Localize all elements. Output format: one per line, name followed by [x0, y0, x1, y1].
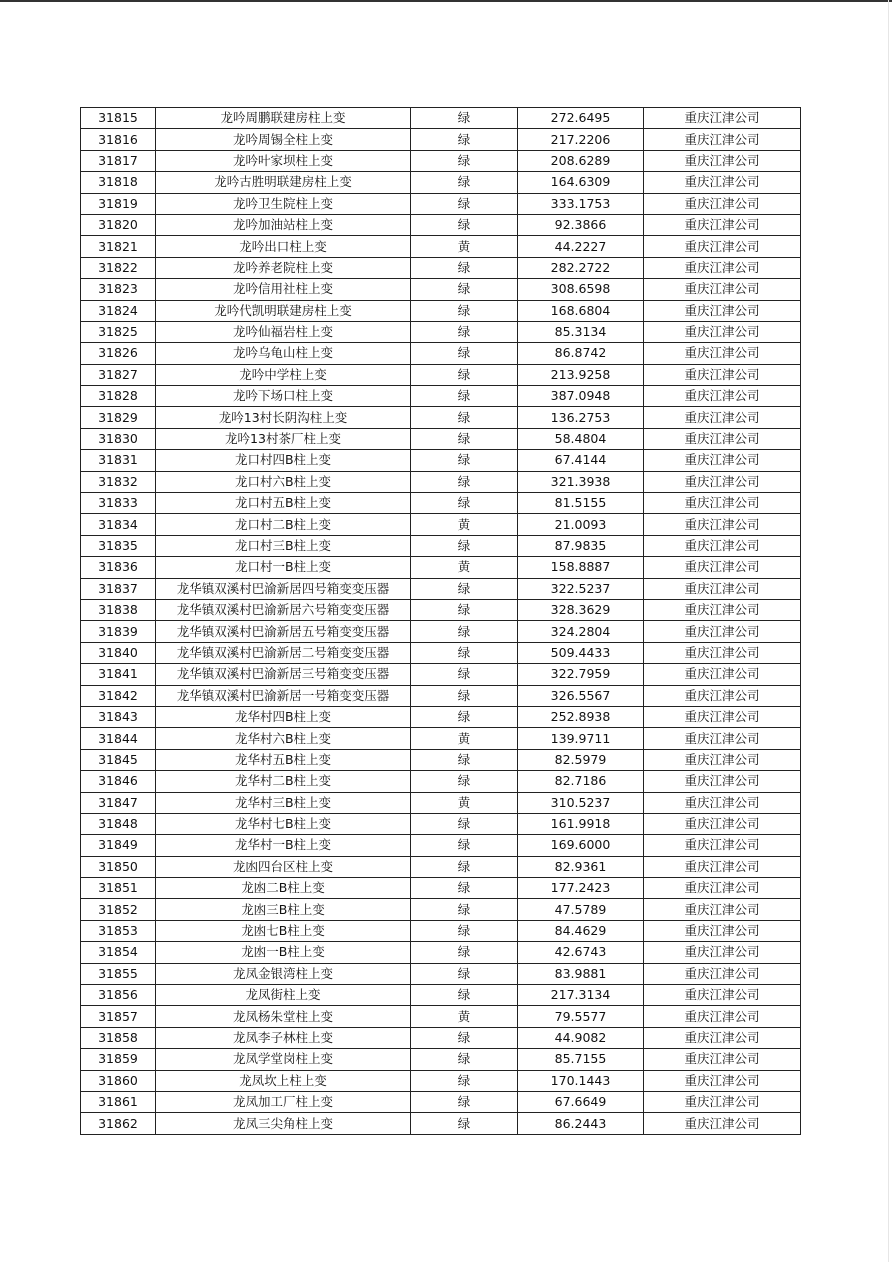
- row-id-cell: 31859: [81, 1049, 156, 1070]
- company-cell: 重庆江津公司: [644, 664, 801, 685]
- transformer-name-cell: 龙华村二B柱上变: [156, 771, 411, 792]
- company-cell: 重庆江津公司: [644, 193, 801, 214]
- status-cell: 绿: [411, 407, 518, 428]
- value-cell: 44.2227: [518, 236, 644, 257]
- row-id-cell: 31839: [81, 621, 156, 642]
- table-row: [81, 514, 801, 535]
- row-id-cell: 31861: [81, 1091, 156, 1112]
- transformer-name-cell: 龙吟周鹏联建房柱上变: [156, 108, 411, 129]
- row-id-cell: 31845: [81, 749, 156, 770]
- transformer-name-cell: 龙华镇双溪村巴渝新居四号箱变变压器: [156, 578, 411, 599]
- row-id-cell: 31849: [81, 835, 156, 856]
- row-id-cell: 31832: [81, 471, 156, 492]
- company-cell: 重庆江津公司: [644, 1006, 801, 1027]
- value-cell: 509.4433: [518, 642, 644, 663]
- row-id-cell: 31834: [81, 514, 156, 535]
- row-id-cell: 31842: [81, 685, 156, 706]
- value-cell: 217.3134: [518, 985, 644, 1006]
- table-row: [81, 450, 801, 471]
- transformer-name-cell: 龙吟中学柱上变: [156, 364, 411, 385]
- table-row: [81, 664, 801, 685]
- row-id-cell: 31847: [81, 792, 156, 813]
- table-row: [81, 129, 801, 150]
- company-cell: 重庆江津公司: [644, 985, 801, 1006]
- status-cell: 绿: [411, 856, 518, 877]
- table-row: [81, 878, 801, 899]
- value-cell: 85.7155: [518, 1049, 644, 1070]
- value-cell: 58.4804: [518, 428, 644, 449]
- value-cell: 158.8887: [518, 557, 644, 578]
- status-cell: 绿: [411, 749, 518, 770]
- transformer-name-cell: 龙华镇双溪村巴渝新居五号箱变变压器: [156, 621, 411, 642]
- table-row: [81, 1070, 801, 1091]
- row-id-cell: 31853: [81, 920, 156, 941]
- row-id-cell: 31862: [81, 1113, 156, 1134]
- status-cell: 绿: [411, 450, 518, 471]
- row-id-cell: 31841: [81, 664, 156, 685]
- table-row: [81, 578, 801, 599]
- status-cell: 绿: [411, 878, 518, 899]
- status-cell: 绿: [411, 1070, 518, 1091]
- row-id-cell: 31831: [81, 450, 156, 471]
- company-cell: 重庆江津公司: [644, 364, 801, 385]
- row-id-cell: 31825: [81, 321, 156, 342]
- company-cell: 重庆江津公司: [644, 1091, 801, 1112]
- table-row: [81, 985, 801, 1006]
- company-cell: 重庆江津公司: [644, 471, 801, 492]
- value-cell: 177.2423: [518, 878, 644, 899]
- value-cell: 82.7186: [518, 771, 644, 792]
- row-id-cell: 31855: [81, 963, 156, 984]
- table-row: [81, 214, 801, 235]
- transformer-name-cell: 龙凤三尖角柱上变: [156, 1113, 411, 1134]
- transformer-name-cell: 龙吟乌龟山柱上变: [156, 343, 411, 364]
- status-cell: 绿: [411, 963, 518, 984]
- row-id-cell: 31837: [81, 578, 156, 599]
- row-id-cell: 31846: [81, 771, 156, 792]
- value-cell: 168.6804: [518, 300, 644, 321]
- row-id-cell: 31856: [81, 985, 156, 1006]
- row-id-cell: 31816: [81, 129, 156, 150]
- transformer-name-cell: 龙凤杨朱堂柱上变: [156, 1006, 411, 1027]
- transformer-name-cell: 龙华镇双溪村巴渝新居三号箱变变压器: [156, 664, 411, 685]
- company-cell: 重庆江津公司: [644, 557, 801, 578]
- company-cell: 重庆江津公司: [644, 1027, 801, 1048]
- row-id-cell: 31844: [81, 728, 156, 749]
- row-id-cell: 31824: [81, 300, 156, 321]
- status-cell: 绿: [411, 1027, 518, 1048]
- transformer-name-cell: 龙凤街柱上变: [156, 985, 411, 1006]
- company-cell: 重庆江津公司: [644, 493, 801, 514]
- row-id-cell: 31850: [81, 856, 156, 877]
- company-cell: 重庆江津公司: [644, 535, 801, 556]
- value-cell: 310.5237: [518, 792, 644, 813]
- value-cell: 82.9361: [518, 856, 644, 877]
- company-cell: 重庆江津公司: [644, 321, 801, 342]
- status-cell: 黄: [411, 792, 518, 813]
- transformer-name-cell: 龙吟仙福岩柱上变: [156, 321, 411, 342]
- company-cell: 重庆江津公司: [644, 386, 801, 407]
- row-id-cell: 31822: [81, 257, 156, 278]
- table-row: [81, 108, 801, 129]
- transformer-name-cell: 龙吟周锡全柱上变: [156, 129, 411, 150]
- company-cell: 重庆江津公司: [644, 407, 801, 428]
- row-id-cell: 31817: [81, 150, 156, 171]
- transformer-name-cell: 龙吟加油站柱上变: [156, 214, 411, 235]
- status-cell: 绿: [411, 172, 518, 193]
- status-cell: 黄: [411, 1006, 518, 1027]
- company-cell: 重庆江津公司: [644, 450, 801, 471]
- table-row: [81, 236, 801, 257]
- company-cell: 重庆江津公司: [644, 257, 801, 278]
- company-cell: 重庆江津公司: [644, 856, 801, 877]
- value-cell: 44.9082: [518, 1027, 644, 1048]
- status-cell: 绿: [411, 364, 518, 385]
- value-cell: 161.9918: [518, 813, 644, 834]
- value-cell: 136.2753: [518, 407, 644, 428]
- status-cell: 绿: [411, 193, 518, 214]
- value-cell: 92.3866: [518, 214, 644, 235]
- transformer-name-cell: 龙华村四B柱上变: [156, 706, 411, 727]
- company-cell: 重庆江津公司: [644, 706, 801, 727]
- value-cell: 85.3134: [518, 321, 644, 342]
- transformer-name-cell: 龙华镇双溪村巴渝新居一号箱变变压器: [156, 685, 411, 706]
- company-cell: 重庆江津公司: [644, 771, 801, 792]
- table-row: [81, 963, 801, 984]
- company-cell: 重庆江津公司: [644, 899, 801, 920]
- value-cell: 308.6598: [518, 279, 644, 300]
- transformer-name-cell: 龙凤加工厂柱上变: [156, 1091, 411, 1112]
- status-cell: 绿: [411, 108, 518, 129]
- transformer-table: [80, 107, 801, 1135]
- value-cell: 252.8938: [518, 706, 644, 727]
- company-cell: 重庆江津公司: [644, 514, 801, 535]
- table-row: [81, 386, 801, 407]
- status-cell: 绿: [411, 493, 518, 514]
- company-cell: 重庆江津公司: [644, 214, 801, 235]
- row-id-cell: 31838: [81, 599, 156, 620]
- company-cell: 重庆江津公司: [644, 813, 801, 834]
- table-row: [81, 899, 801, 920]
- table-row: [81, 279, 801, 300]
- table-row: [81, 942, 801, 963]
- value-cell: 282.2722: [518, 257, 644, 278]
- value-cell: 67.4144: [518, 450, 644, 471]
- table-row: [81, 749, 801, 770]
- company-cell: 重庆江津公司: [644, 685, 801, 706]
- status-cell: 绿: [411, 771, 518, 792]
- status-cell: 绿: [411, 321, 518, 342]
- status-cell: 绿: [411, 257, 518, 278]
- value-cell: 86.2443: [518, 1113, 644, 1134]
- table-row: [81, 920, 801, 941]
- company-cell: 重庆江津公司: [644, 920, 801, 941]
- status-cell: 绿: [411, 578, 518, 599]
- row-id-cell: 31833: [81, 493, 156, 514]
- status-cell: 黄: [411, 236, 518, 257]
- value-cell: 326.5567: [518, 685, 644, 706]
- value-cell: 81.5155: [518, 493, 644, 514]
- value-cell: 387.0948: [518, 386, 644, 407]
- status-cell: 绿: [411, 642, 518, 663]
- transformer-name-cell: 龙华村五B柱上变: [156, 749, 411, 770]
- transformer-name-cell: 龙华村七B柱上变: [156, 813, 411, 834]
- table-row: [81, 407, 801, 428]
- value-cell: 42.6743: [518, 942, 644, 963]
- row-id-cell: 31836: [81, 557, 156, 578]
- transformer-name-cell: 龙口村二B柱上变: [156, 514, 411, 535]
- status-cell: 绿: [411, 835, 518, 856]
- page-top-border: [0, 0, 892, 2]
- status-cell: 绿: [411, 706, 518, 727]
- status-cell: 绿: [411, 985, 518, 1006]
- status-cell: 黄: [411, 728, 518, 749]
- row-id-cell: 31835: [81, 535, 156, 556]
- value-cell: 79.5577: [518, 1006, 644, 1027]
- row-id-cell: 31828: [81, 386, 156, 407]
- status-cell: 黄: [411, 514, 518, 535]
- table-row: [81, 1027, 801, 1048]
- transformer-name-cell: 龙华镇双溪村巴渝新居二号箱变变压器: [156, 642, 411, 663]
- value-cell: 170.1443: [518, 1070, 644, 1091]
- row-id-cell: 31843: [81, 706, 156, 727]
- table-row: [81, 856, 801, 877]
- table-row: [81, 1091, 801, 1112]
- company-cell: 重庆江津公司: [644, 343, 801, 364]
- transformer-name-cell: 龙吟出口柱上变: [156, 236, 411, 257]
- value-cell: 86.8742: [518, 343, 644, 364]
- table-row: [81, 1113, 801, 1134]
- table-row: [81, 364, 801, 385]
- transformer-name-cell: 龙吟13村长阴沟柱上变: [156, 407, 411, 428]
- row-id-cell: 31818: [81, 172, 156, 193]
- value-cell: 83.9881: [518, 963, 644, 984]
- transformer-name-cell: 龙华村六B柱上变: [156, 728, 411, 749]
- transformer-name-cell: 龙凤李子林柱上变: [156, 1027, 411, 1048]
- transformer-name-cell: 龙口村一B柱上变: [156, 557, 411, 578]
- status-cell: 绿: [411, 428, 518, 449]
- row-id-cell: 31860: [81, 1070, 156, 1091]
- value-cell: 169.6000: [518, 835, 644, 856]
- transformer-name-cell: 龙凼二B柱上变: [156, 878, 411, 899]
- status-cell: 绿: [411, 535, 518, 556]
- company-cell: 重庆江津公司: [644, 963, 801, 984]
- status-cell: 绿: [411, 920, 518, 941]
- transformer-name-cell: 龙凤学堂岗柱上变: [156, 1049, 411, 1070]
- status-cell: 黄: [411, 557, 518, 578]
- transformer-name-cell: 龙吟卫生院柱上变: [156, 193, 411, 214]
- status-cell: 绿: [411, 813, 518, 834]
- value-cell: 47.5789: [518, 899, 644, 920]
- row-id-cell: 31827: [81, 364, 156, 385]
- value-cell: 322.5237: [518, 578, 644, 599]
- value-cell: 82.5979: [518, 749, 644, 770]
- row-id-cell: 31819: [81, 193, 156, 214]
- company-cell: 重庆江津公司: [644, 835, 801, 856]
- transformer-name-cell: 龙吟下场口柱上变: [156, 386, 411, 407]
- value-cell: 272.6495: [518, 108, 644, 129]
- company-cell: 重庆江津公司: [644, 172, 801, 193]
- status-cell: 绿: [411, 899, 518, 920]
- table-row: [81, 642, 801, 663]
- value-cell: 84.4629: [518, 920, 644, 941]
- table-row: [81, 300, 801, 321]
- status-cell: 绿: [411, 664, 518, 685]
- status-cell: 绿: [411, 685, 518, 706]
- table-row: [81, 343, 801, 364]
- transformer-name-cell: 龙吟13村茶厂柱上变: [156, 428, 411, 449]
- company-cell: 重庆江津公司: [644, 749, 801, 770]
- table-row: [81, 621, 801, 642]
- status-cell: 绿: [411, 343, 518, 364]
- value-cell: 67.6649: [518, 1091, 644, 1112]
- transformer-name-cell: 龙凼三B柱上变: [156, 899, 411, 920]
- row-id-cell: 31840: [81, 642, 156, 663]
- transformer-name-cell: 龙吟古胜明联建房柱上变: [156, 172, 411, 193]
- transformer-name-cell: 龙华镇双溪村巴渝新居六号箱变变压器: [156, 599, 411, 620]
- status-cell: 绿: [411, 1049, 518, 1070]
- value-cell: 328.3629: [518, 599, 644, 620]
- company-cell: 重庆江津公司: [644, 621, 801, 642]
- value-cell: 208.6289: [518, 150, 644, 171]
- transformer-name-cell: 龙凤坎上柱上变: [156, 1070, 411, 1091]
- table-row: [81, 257, 801, 278]
- table-row: [81, 471, 801, 492]
- table-row: [81, 599, 801, 620]
- table-row: [81, 771, 801, 792]
- status-cell: 绿: [411, 129, 518, 150]
- value-cell: 87.9835: [518, 535, 644, 556]
- table-row: [81, 792, 801, 813]
- status-cell: 绿: [411, 1091, 518, 1112]
- table-row: [81, 172, 801, 193]
- row-id-cell: 31854: [81, 942, 156, 963]
- company-cell: 重庆江津公司: [644, 236, 801, 257]
- company-cell: 重庆江津公司: [644, 878, 801, 899]
- row-id-cell: 31815: [81, 108, 156, 129]
- company-cell: 重庆江津公司: [644, 599, 801, 620]
- transformer-name-cell: 龙口村五B柱上变: [156, 493, 411, 514]
- status-cell: 绿: [411, 621, 518, 642]
- status-cell: 绿: [411, 279, 518, 300]
- company-cell: 重庆江津公司: [644, 279, 801, 300]
- status-cell: 绿: [411, 599, 518, 620]
- company-cell: 重庆江津公司: [644, 642, 801, 663]
- row-id-cell: 31829: [81, 407, 156, 428]
- row-id-cell: 31823: [81, 279, 156, 300]
- transformer-name-cell: 龙凼一B柱上变: [156, 942, 411, 963]
- row-id-cell: 31858: [81, 1027, 156, 1048]
- table-row: [81, 193, 801, 214]
- transformer-name-cell: 龙凼七B柱上变: [156, 920, 411, 941]
- company-cell: 重庆江津公司: [644, 1049, 801, 1070]
- page-right-edge: [888, 0, 889, 1262]
- transformer-name-cell: 龙吟代凯明联建房柱上变: [156, 300, 411, 321]
- row-id-cell: 31826: [81, 343, 156, 364]
- table-row: [81, 706, 801, 727]
- value-cell: 324.2804: [518, 621, 644, 642]
- company-cell: 重庆江津公司: [644, 792, 801, 813]
- value-cell: 139.9711: [518, 728, 644, 749]
- row-id-cell: 31851: [81, 878, 156, 899]
- row-id-cell: 31820: [81, 214, 156, 235]
- transformer-name-cell: 龙凤金银湾柱上变: [156, 963, 411, 984]
- transformer-name-cell: 龙吟养老院柱上变: [156, 257, 411, 278]
- value-cell: 164.6309: [518, 172, 644, 193]
- status-cell: 绿: [411, 1113, 518, 1134]
- company-cell: 重庆江津公司: [644, 300, 801, 321]
- value-cell: 333.1753: [518, 193, 644, 214]
- status-cell: 绿: [411, 150, 518, 171]
- table-row: [81, 728, 801, 749]
- company-cell: 重庆江津公司: [644, 108, 801, 129]
- transformer-name-cell: 龙口村四B柱上变: [156, 450, 411, 471]
- company-cell: 重庆江津公司: [644, 942, 801, 963]
- company-cell: 重庆江津公司: [644, 578, 801, 599]
- value-cell: 213.9258: [518, 364, 644, 385]
- table-row: [81, 685, 801, 706]
- value-cell: 321.3938: [518, 471, 644, 492]
- row-id-cell: 31830: [81, 428, 156, 449]
- company-cell: 重庆江津公司: [644, 129, 801, 150]
- status-cell: 绿: [411, 471, 518, 492]
- transformer-name-cell: 龙吟叶家坝柱上变: [156, 150, 411, 171]
- company-cell: 重庆江津公司: [644, 150, 801, 171]
- value-cell: 21.0093: [518, 514, 644, 535]
- value-cell: 217.2206: [518, 129, 644, 150]
- value-cell: 322.7959: [518, 664, 644, 685]
- table-row: [81, 813, 801, 834]
- table-row: [81, 557, 801, 578]
- transformer-name-cell: 龙凼四台区柱上变: [156, 856, 411, 877]
- table-row: [81, 321, 801, 342]
- table-row: [81, 428, 801, 449]
- transformer-name-cell: 龙吟信用社柱上变: [156, 279, 411, 300]
- row-id-cell: 31821: [81, 236, 156, 257]
- transformer-name-cell: 龙口村三B柱上变: [156, 535, 411, 556]
- status-cell: 绿: [411, 386, 518, 407]
- table-row: [81, 1049, 801, 1070]
- company-cell: 重庆江津公司: [644, 728, 801, 749]
- status-cell: 绿: [411, 300, 518, 321]
- row-id-cell: 31852: [81, 899, 156, 920]
- table-body: [81, 108, 801, 1135]
- company-cell: 重庆江津公司: [644, 1070, 801, 1091]
- table-row: [81, 493, 801, 514]
- table-row: [81, 1006, 801, 1027]
- table-row: [81, 535, 801, 556]
- transformer-name-cell: 龙华村三B柱上变: [156, 792, 411, 813]
- transformer-name-cell: 龙华村一B柱上变: [156, 835, 411, 856]
- status-cell: 绿: [411, 214, 518, 235]
- table-row: [81, 835, 801, 856]
- row-id-cell: 31848: [81, 813, 156, 834]
- transformer-name-cell: 龙口村六B柱上变: [156, 471, 411, 492]
- row-id-cell: 31857: [81, 1006, 156, 1027]
- company-cell: 重庆江津公司: [644, 1113, 801, 1134]
- status-cell: 绿: [411, 942, 518, 963]
- table-row: [81, 150, 801, 171]
- company-cell: 重庆江津公司: [644, 428, 801, 449]
